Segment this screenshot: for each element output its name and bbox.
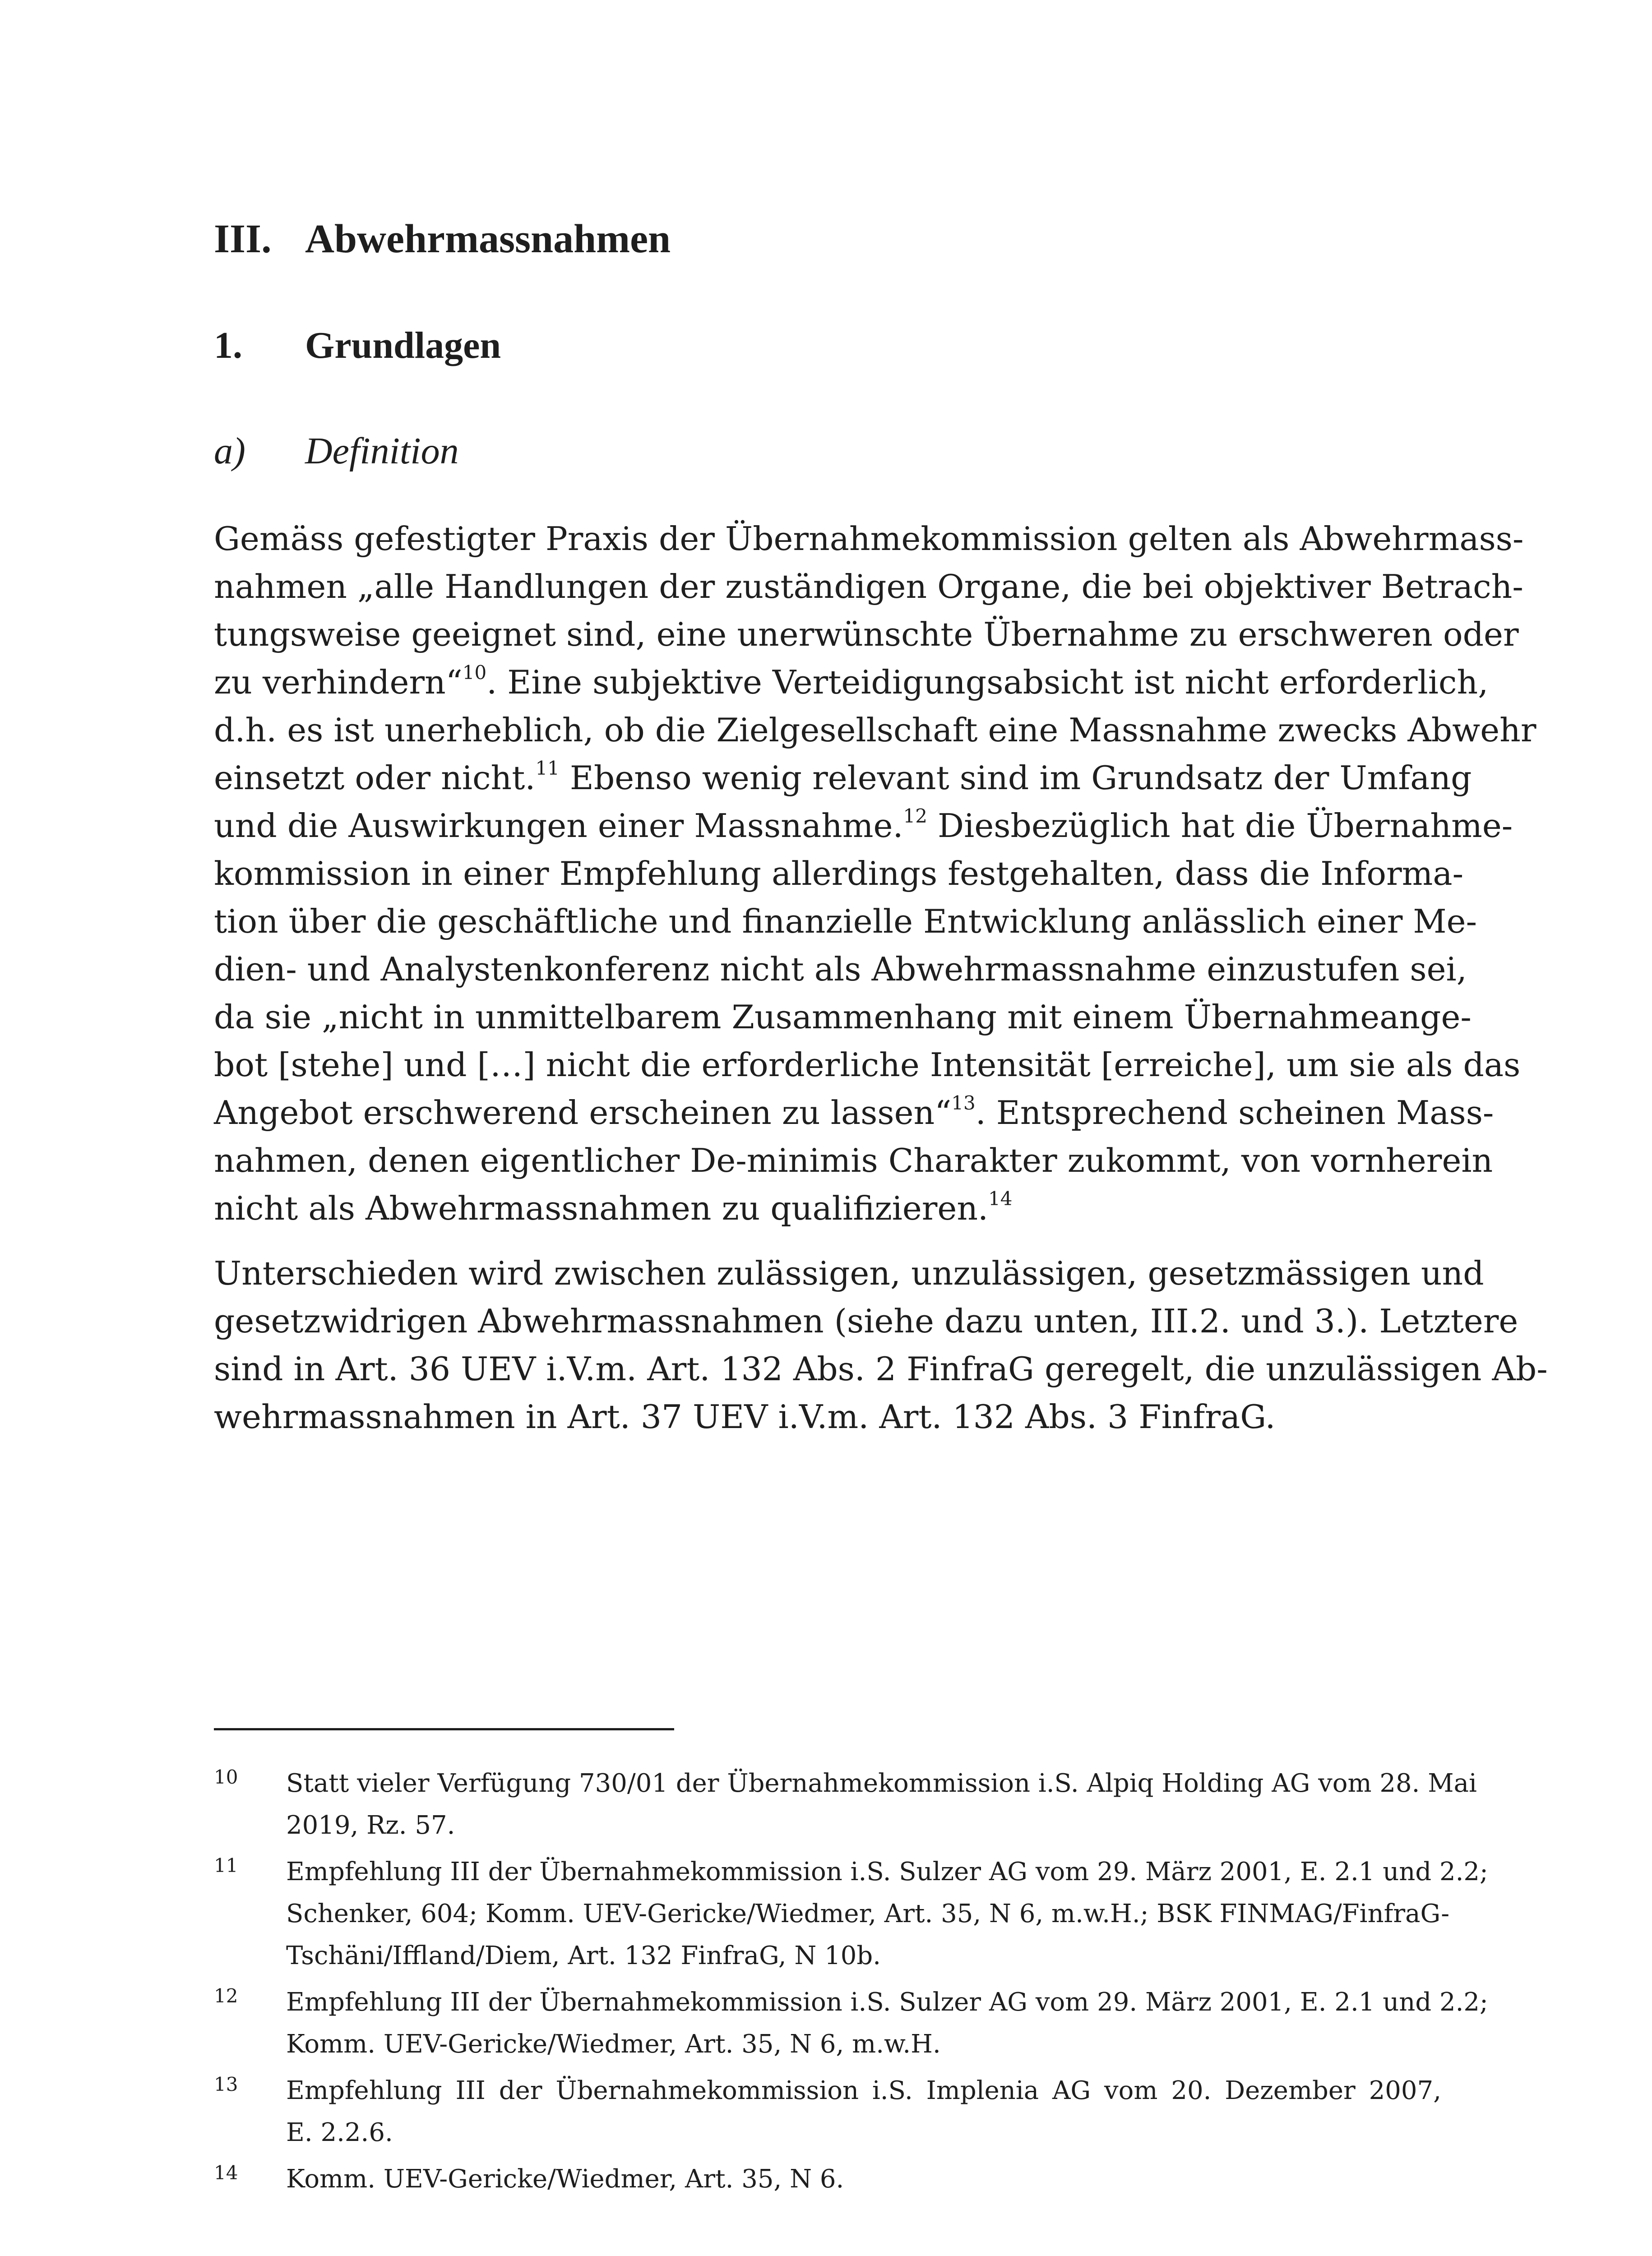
text-line: tion über die geschäftliche und finanzielle Entwicklung anlässlich einer Me- (214, 903, 1477, 941)
subsubsection-heading (214, 424, 459, 478)
text-segment: Angebot erschwerend erscheinen zu lassen“ (214, 1094, 952, 1132)
text-segment: zu verhindern“ (214, 664, 463, 702)
footnote-ref-13[interactable]: 13 (951, 1092, 976, 1114)
text-line: Unterschieden wird zwischen zulässigen, unzulässigen, gesetzmässigen und (214, 1255, 1484, 1293)
section-title: Abwehrmassnahmen (305, 217, 671, 261)
text-segment: . Eine subjektive Verteidigungsabsicht ist nicht erforderlich, (486, 664, 1489, 702)
subsection-heading (214, 319, 501, 373)
text-segment: Diesbezüglich hat die Übernahme- (927, 807, 1513, 845)
text-line (214, 754, 1472, 802)
text-line: Gemäss gefestigter Praxis der Übernahmekommission gelten als Abwehrmass- (214, 520, 1524, 558)
text-line: wehrmassnahmen in Art. 37 UEV i.V.m. Art. 132 Abs. 3 FinfraG. (214, 1398, 1276, 1436)
footnote-number: 11 (214, 1854, 238, 1877)
footnote-number: 13 (214, 2073, 238, 2095)
text-line (214, 1185, 1441, 1233)
subsection-number: 1. (214, 324, 242, 366)
text-line: gesetzwidrigen Abwehrmassnahmen (siehe dazu unten, III.2. und 3.). Letztere (214, 1303, 1518, 1341)
footnotes (214, 1762, 1488, 2205)
footnote-11 (214, 1851, 1488, 1977)
footnote-ref-11[interactable]: 11 (535, 757, 560, 779)
text-line: sind in Art. 36 UEV i.V.m. Art. 132 Abs. 2 FinfraG geregelt, die unzulässigen Ab- (214, 1350, 1548, 1388)
footnote-text: 2019, Rz. 57. (286, 1811, 455, 1840)
subsubsection-title: Definition (305, 430, 459, 472)
text-line: bot [stehe] und […] nicht die erforderliche Intensität [erreiche], um sie als das (214, 1046, 1521, 1084)
text-line (214, 802, 1513, 850)
text-segment: und die Auswirkungen einer Massnahme. (214, 807, 903, 845)
footnote-text: Empfehlung III der Übernahmekommission i.S. Sulzer AG vom 29. März 2001, E. 2.1 und 2.2; (286, 1857, 1488, 1886)
paragraph-definition (214, 515, 1536, 1233)
footnote-number: 14 (214, 2162, 238, 2184)
text-line: da sie „nicht in unmittelbarem Zusammenhang mit einem Übernahmeange- (214, 999, 1472, 1036)
section-heading (214, 212, 671, 266)
footnote-text: E. 2.2.6. (286, 2118, 393, 2147)
footnote-text: Komm. UEV-Gericke/Wiedmer, Art. 35, N 6, m.w.H. (286, 2029, 941, 2059)
text-line: dien- und Analystenkonferenz nicht als Abwehrmassnahme einzustufen sei, (214, 951, 1467, 989)
text-line (214, 1089, 1494, 1137)
text-segment: Ebenso wenig relevant sind im Grundsatz der Umfang (559, 759, 1472, 797)
subsection-title: Grundlagen (305, 324, 501, 366)
footnote-text: Komm. UEV-Gericke/Wiedmer, Art. 35, N 6. (286, 2164, 844, 2194)
footnote-text: Statt vieler Verfügung 730/01 der Übernahmekommission i.S. Alpiq Holding AG vom 28. Mai (286, 1769, 1477, 1798)
text-line: d.h. es ist unerheblich, ob die Zielgesellschaft eine Massnahme zwecks Abwehr (214, 712, 1536, 749)
footnote-number: 12 (214, 1985, 238, 2007)
text-line: kommission in einer Empfehlung allerdings festgehalten, dass die Informa- (214, 855, 1464, 893)
footnote-13 (214, 2070, 1441, 2154)
paragraph-distinction (214, 1250, 1548, 1441)
document-page (214, 0, 1548, 2256)
text-segment: einsetzt oder nicht. (214, 759, 536, 797)
footnote-separator (214, 1728, 674, 1730)
footnote-ref-14[interactable]: 14 (988, 1188, 1013, 1210)
footnote-ref-10[interactable]: 10 (462, 661, 487, 684)
footnote-number: 10 (214, 1766, 238, 1788)
footnote-14 (214, 2158, 1441, 2200)
text-line: tungsweise geeignet sind, eine unerwünschte Übernahme zu erschweren oder (214, 616, 1519, 654)
text-segment: . Entsprechend scheinen Mass- (975, 1094, 1494, 1132)
text-line: nahmen, denen eigentlicher De-minimis Charakter zukommt, von vornherein (214, 1142, 1493, 1180)
subsubsection-number: a) (214, 430, 245, 472)
footnote-ref-12[interactable]: 12 (903, 805, 927, 827)
text-line (214, 659, 1489, 707)
section-number: III. (214, 217, 272, 261)
footnote-10 (214, 1762, 1477, 1846)
footnote-text: Empfehlung III der Übernahmekommission i.S. Sulzer AG vom 29. März 2001, E. 2.1 und 2.2; (286, 1988, 1488, 2017)
footnote-text: Tschäni/Iffland/Diem, Art. 132 FinfraG, N 10b. (286, 1941, 881, 1970)
text-segment: nicht als Abwehrmassnahmen zu qualifizieren. (214, 1190, 989, 1228)
footnote-text: Schenker, 604; Komm. UEV-Gericke/Wiedmer, Art. 35, N 6, m.w.H.; BSK FINMAG/FinfraG- (286, 1899, 1450, 1928)
footnote-12 (214, 1981, 1488, 2065)
text-line: nahmen „alle Handlungen der zuständigen Organe, die bei objektiver Betrach- (214, 568, 1523, 606)
footnote-text: Empfehlung III der Übernahmekommission i.S. Implenia AG vom 20. Dezember 2007, (286, 2076, 1441, 2105)
